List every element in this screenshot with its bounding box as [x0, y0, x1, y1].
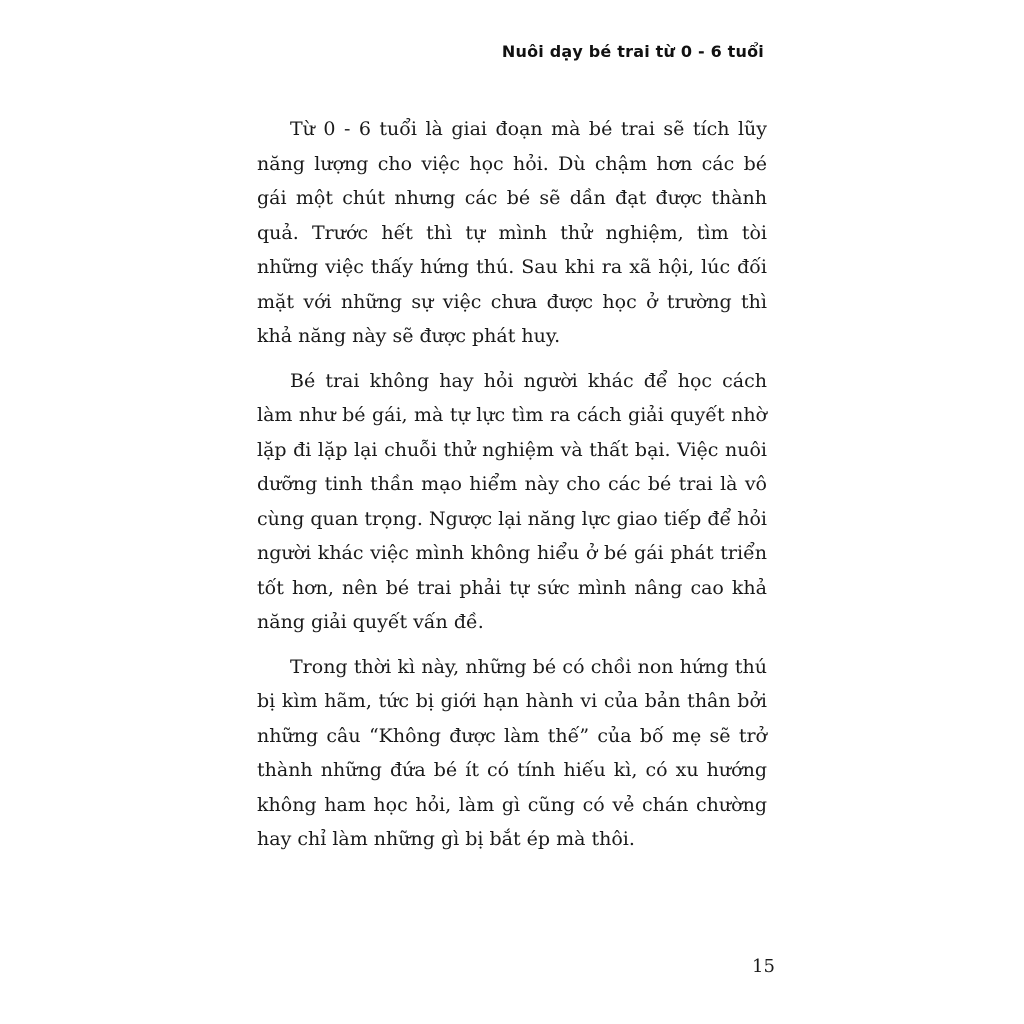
running-header-title: Nuôi dạy bé trai từ 0 - 6 tuổi	[501, 42, 764, 61]
page-number: 15	[752, 956, 775, 977]
paragraph-2: Bé trai không hay hỏi người khác để học cách làm như bé gái, mà tự lực tìm ra cách giải quyết nhờ lặp đi lặp lại chuỗi thử nghiệm và thất bại. Việc nuôi dưỡng tinh thần mạo hiểm này cho các bé trai là vô cùng quan trọng. Ngược lại năng lực giao tiếp để hỏi người khác việc mình không hiểu ở bé gái phát triển tốt hơn, nên bé trai phải tự sức mình nâng cao khả năng giải quyết vấn đề.	[257, 369, 767, 633]
paragraph-3: Trong thời kì này, những bé có chồi non hứng thú bị kìm hãm, tức bị giới hạn hành vi của bản thân bởi những câu “Không được làm thế” của bố mẹ sẽ trở thành những đứa bé ít có tính hiếu kì, có xu hướng không ham học hỏi, làm gì cũng có vẻ chán chường hay chỉ làm những gì bị bắt ép mà thôi.	[257, 655, 767, 850]
body-text	[257, 112, 767, 867]
paragraph-1: Từ 0 - 6 tuổi là giai đoạn mà bé trai sẽ tích lũy năng lượng cho việc học hỏi. Dù chậm hơn các bé gái một chút nhưng các bé sẽ dần đạt được thành quả. Trước hết thì tự mình thử nghiệm, tìm tòi những việc thấy hứng thú. Sau khi ra xã hội, lúc đối mặt với những sự việc chưa được học ở trường thì khả năng này sẽ được phát huy.	[257, 118, 767, 347]
